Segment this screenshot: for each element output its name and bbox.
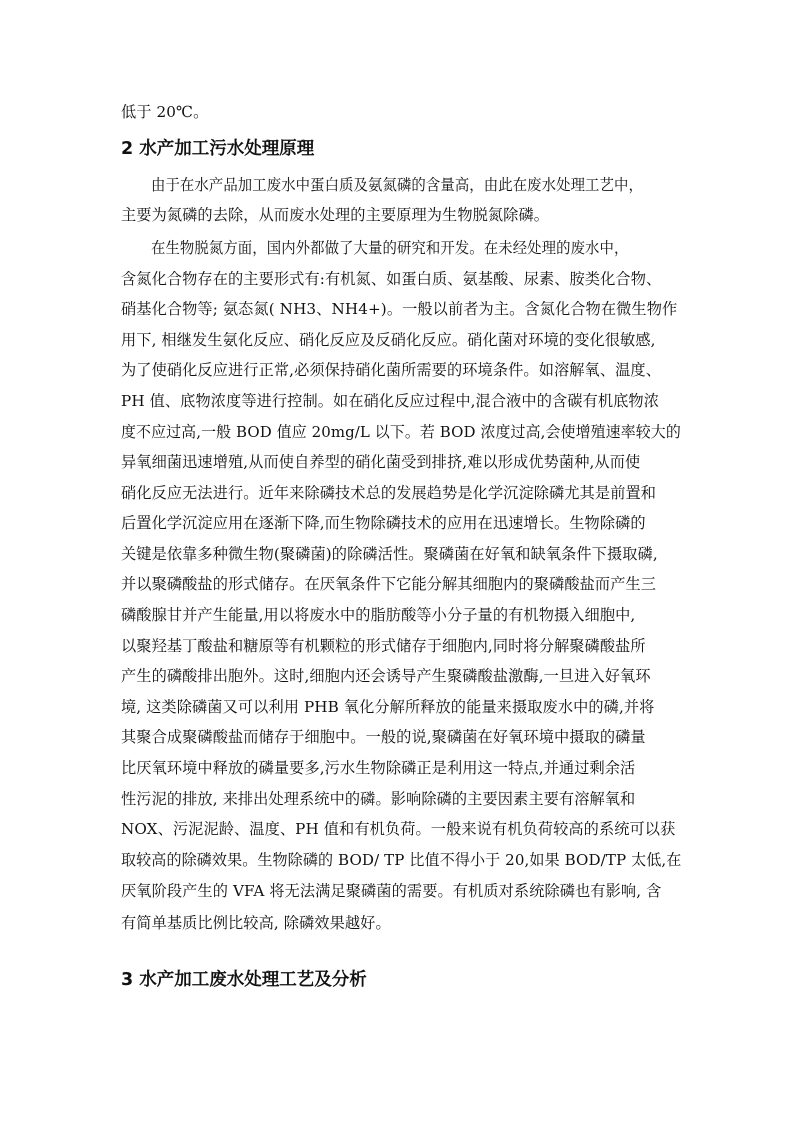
text-line: 其聚合成聚磷酸盐而储存于细胞中。一般的说,聚磷菌在好氧环境中摄取的磷量 bbox=[121, 728, 646, 746]
text-line: 用下, 相继发生氨化反应、硝化反应及反硝化反应。硝化菌对环境的变化很敏感, bbox=[121, 331, 656, 349]
text-line: 有简单基质比例比较高, 除磷效果越好。 bbox=[121, 914, 391, 932]
text-line: NOX、污泥泥龄、温度、PH 值和有机负荷。一般来说有机负荷较高的系统可以获 bbox=[121, 820, 676, 838]
section-heading-3: 3 水产加工废水处理工艺及分析 bbox=[121, 970, 367, 990]
text-line: 以聚羟基丁酸盐和糖原等有机颗粒的形式储存于细胞内,同时将分解聚磷酸盐所 bbox=[121, 637, 646, 655]
text-line: 为了使硝化反应进行正常,必须保持硝化菌所需要的环境条件。如溶解氧、温度、 bbox=[121, 361, 661, 379]
text-line: 性污泥的排放, 来排出处理系统中的磷。影响除磷的主要因素主要有溶解氧和 bbox=[121, 790, 636, 808]
text-line: 度不应过高,一般 BOD 值应 20mg/L 以下。若 BOD 浓度过高,会使增殖速率较大的 bbox=[121, 423, 681, 441]
text-line: PH 值、底物浓度等进行控制。如在硝化反应过程中,混合液中的含碳有机底物浓 bbox=[121, 392, 660, 410]
text-line: 硝基化合物等; 氨态氮( NH3、NH4+)。一般以前者为主。含氮化合物在微生物作 bbox=[121, 300, 678, 318]
text-line: 由于在水产品加工废水中蛋白质及氨氮磷的含量高，由此在废水处理工艺中， bbox=[151, 176, 643, 194]
text-line: 取较高的除磷效果。生物除磷的 BOD/ TP 比值不得小于 20,如果 BOD/TP 太低,在 bbox=[121, 851, 682, 869]
text-line: 后置化学沉淀应用在逐渐下降,而生物除磷技术的应用在迅速增长。生物除磷的 bbox=[121, 514, 646, 532]
text-line: 异氧细菌迅速增殖,从而使自养型的硝化菌受到排挤,难以形成优势菌种,从而使 bbox=[121, 453, 641, 471]
text-line: 磷酸腺甘并产生能量,用以将废水中的脂肪酸等小分子量的有机物摄入细胞中, bbox=[121, 606, 636, 624]
section-heading-2: 2 水产加工污水处理原理 bbox=[121, 139, 315, 159]
text-line: 比厌氧环境中释放的磷量要多,污水生物除磷正是利用这一特点,并通过剩余活 bbox=[121, 759, 636, 777]
text-line: 硝化反应无法进行。近年来除磷技术总的发展趋势是化学沉淀除磷尤其是前置和 bbox=[121, 484, 657, 502]
text-line: 关键是依靠多种微生物(聚磷菌)的除磷活性。聚磷菌在好氧和缺氧条件下摄取磷, bbox=[121, 545, 658, 563]
text-line: 低于 20℃。 bbox=[121, 103, 209, 121]
text-line: 境, 这类除磷菌又可以利用 PHB 氧化分解所释放的能量来摄取废水中的磷,并将 bbox=[121, 698, 655, 716]
text-line: 并以聚磷酸盐的形式储存。在厌氧条件下它能分解其细胞内的聚磷酸盐而产生三 bbox=[121, 575, 657, 593]
text-line: 产生的磷酸排出胞外。这时,细胞内还会诱导产生聚磷酸盐激酶,一旦进入好氧环 bbox=[121, 667, 651, 685]
text-line: 含氮化合物存在的主要形式有:有机氮、如蛋白质、氨基酸、尿素、胺类化合物、 bbox=[121, 270, 662, 288]
text-line: 主要为氮磷的去除，从而废水处理的主要原理为生物脱氮除磷。 bbox=[121, 206, 550, 224]
text-line: 厌氧阶段产生的 VFA 将无法满足聚磷菌的需要。有机质对系统除磷也有影响, 含 bbox=[121, 882, 662, 900]
text-line: 在生物脱氮方面，国内外都做了大量的研究和开发。在未经处理的废水中， bbox=[151, 239, 629, 257]
